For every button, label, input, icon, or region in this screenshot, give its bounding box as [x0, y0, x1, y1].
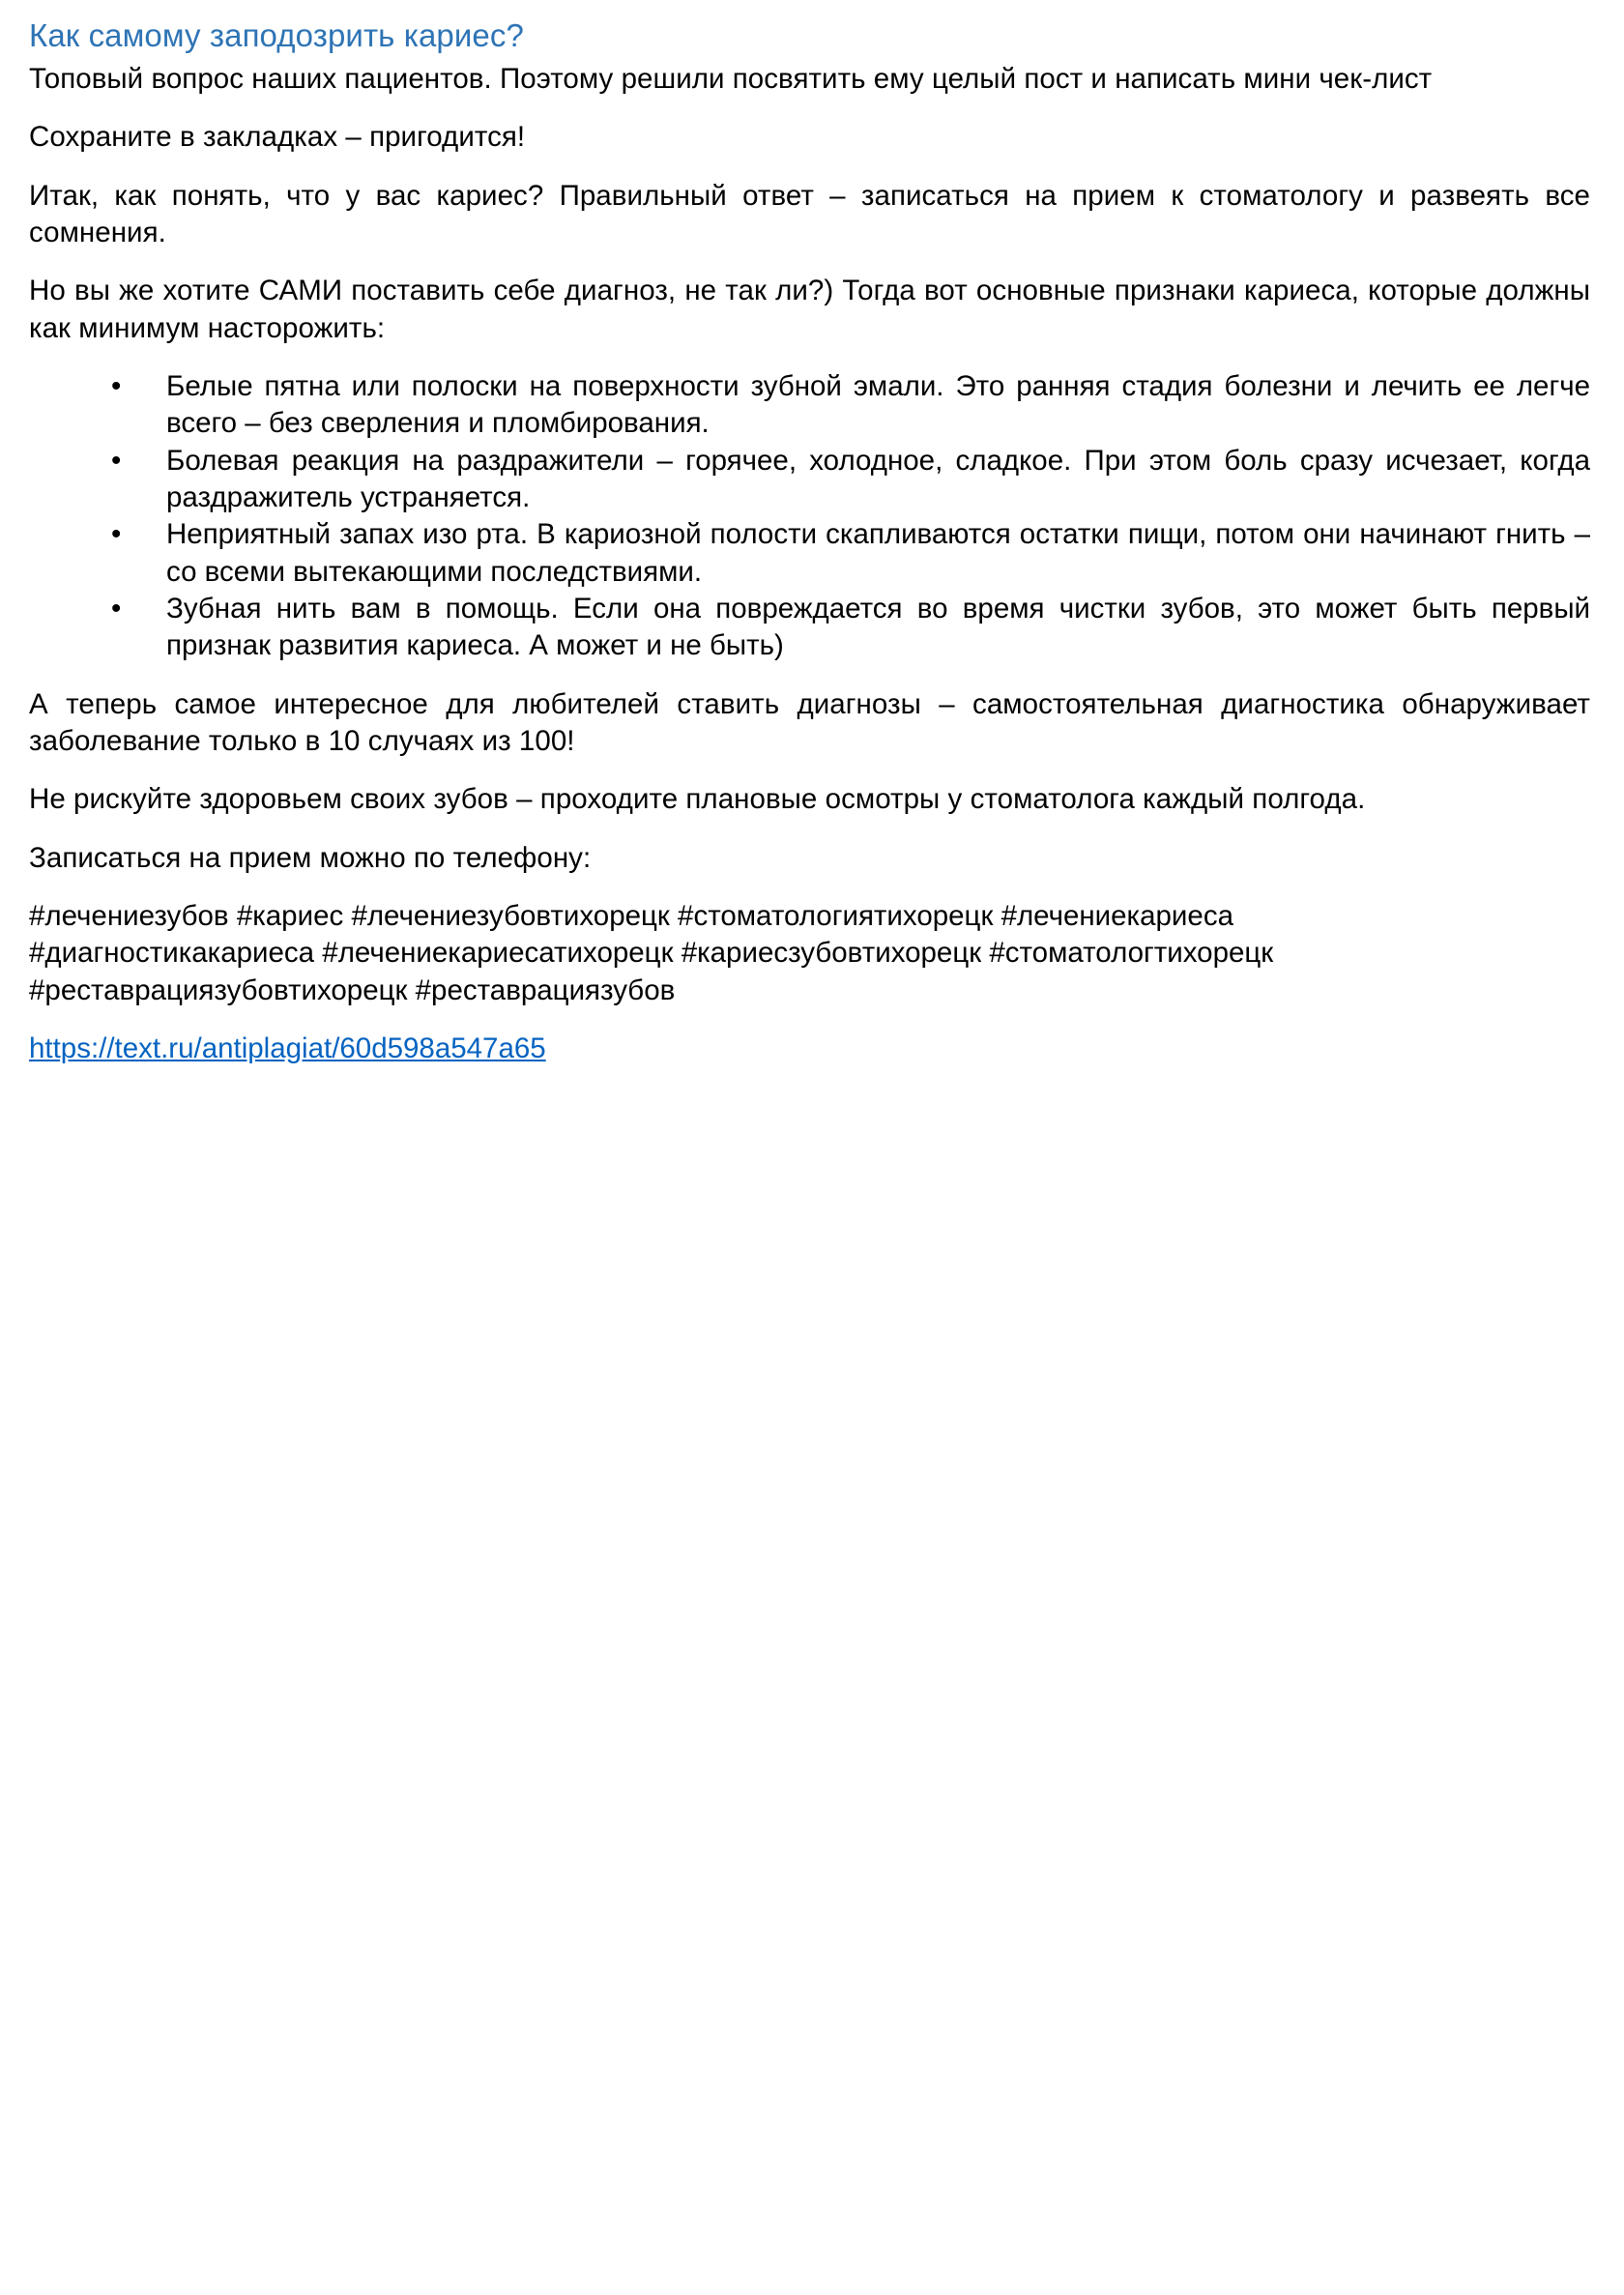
hashtag[interactable]: #стоматологтихорецк — [989, 937, 1274, 970]
paragraph-phone-cta: Записаться на прием можно по телефону: — [29, 841, 592, 874]
list-item — [29, 591, 1590, 665]
bullet-icon: • — [111, 444, 122, 477]
list-item — [29, 368, 1590, 443]
hashtag[interactable]: #реставрациязубов — [415, 973, 676, 1006]
hashtag[interactable]: #лечениезубов — [29, 900, 229, 933]
paragraph-bookmark: Сохраните в закладках – пригодится! — [29, 121, 526, 154]
list-item — [29, 443, 1590, 517]
hashtag-line-3 — [29, 973, 1590, 1009]
paragraph-self-diagnose: Но вы же хотите САМИ поставить себе диагноз, не так ли?) Тогда вот основные признаки кариеса, которые должны как минимум насторожить: — [29, 275, 1590, 344]
paragraph-intro: Топовый вопрос наших пациентов. Поэтому решили посвятить ему целый пост и написать мини чек-лист — [29, 62, 1433, 95]
hashtag[interactable]: #лечениекариеса — [1000, 900, 1233, 933]
hashtag[interactable]: #лечениекариесатихорецк — [322, 937, 674, 970]
hashtag-block — [29, 898, 1590, 1009]
source-link-paragraph — [29, 1031, 1590, 1067]
bullet-icon: • — [111, 593, 122, 625]
hashtag[interactable]: #кариес — [236, 900, 344, 933]
hashtag[interactable]: #реставрациязубовтихорецк — [29, 973, 408, 1006]
caries-signs-list — [29, 368, 1590, 665]
hashtag[interactable]: #лечениезубовтихорецк — [351, 900, 670, 933]
antiplagiat-link[interactable]: https://text.ru/antiplagiat/60d598a547a65 — [29, 1032, 546, 1065]
hashtag[interactable]: #стоматологиятихорецк — [678, 900, 994, 933]
hashtag-line-1 — [29, 898, 1590, 935]
list-item-text: Зубная нить вам в помощь. Если она повреждается во время чистки зубов, это может быть первый признак развития кариеса. А может и не быть) — [166, 593, 1590, 662]
page-title: Как самому заподозрить кариес? — [29, 17, 524, 53]
paragraph-answer: Итак, как понять, что у вас кариес? Правильный ответ – записаться на прием к стоматологу и развеять все сомнения. — [29, 179, 1590, 248]
list-item — [29, 516, 1590, 591]
list-item-text: Болевая реакция на раздражители – горячее, холодное, сладкое. При этом боль сразу исчезает, когда раздражитель устраняется. — [166, 444, 1590, 514]
hashtag[interactable]: #кариесзубовтихорецк — [681, 937, 982, 970]
bullet-icon: • — [111, 370, 122, 402]
hashtag-line-2 — [29, 935, 1590, 972]
list-item-text: Неприятный запах изо рта. В кариозной полости скапливаются остатки пищи, потом они начинают гнить – со всеми вытекающими последствиями. — [166, 518, 1590, 588]
bullet-icon: • — [111, 518, 122, 551]
list-item-text: Белые пятна или полоски на поверхности зубной эмали. Это ранняя стадия болезни и лечить ее легче всего – без сверления и пломбирования. — [166, 370, 1590, 440]
paragraph-statistics: А теперь самое интересное для любителей ставить диагнозы – самостоятельная диагностика обнаруживает заболевание только в 10 случаях из 100! — [29, 687, 1590, 758]
hashtag[interactable]: #диагностикакариеса — [29, 937, 315, 970]
paragraph-advice: Не рискуйте здоровьем своих зубов – проходите плановые осмотры у стоматолога каждый полгода. — [29, 783, 1366, 816]
